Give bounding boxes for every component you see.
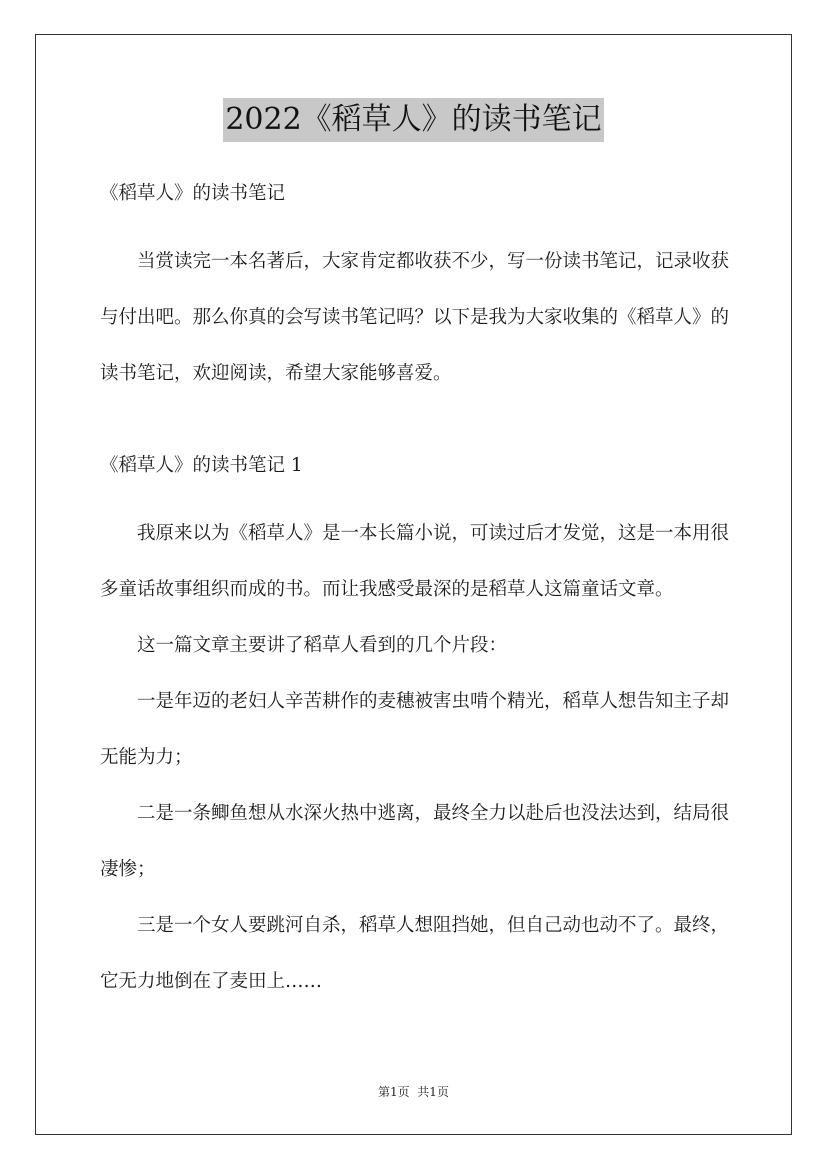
page-number: 第1页 共1页 [378, 1085, 449, 1099]
title-container [0, 98, 827, 142]
section1-paragraph: 这一篇文章主要讲了稻草人看到的几个片段： [137, 635, 508, 656]
document-body [100, 172, 740, 1010]
section1-paragraph: 我原来以为《稻草人》是一本长篇小说，可读过后才发觉，这是一本用很多童话故事组织而成的书。而让我感受最深的是稻草人这篇童话文章。 [100, 523, 730, 600]
section-gap [100, 402, 740, 444]
section1-paragraph: 一是年迈的老妇人辛苦耕作的麦穗被害虫啃个精光，稻草人想告知主子却无能为力； [100, 691, 730, 768]
intro-heading: 《稻草人》的读书笔记 [100, 183, 286, 204]
page-footer [0, 1083, 827, 1100]
document-title: 2022《稻草人》的读书笔记 [223, 98, 603, 142]
section1-paragraph: 三是一个女人要跳河自杀，稻草人想阻挡她，但自己动也动不了。最终，它无力地倒在了麦田上…… [100, 915, 730, 992]
intro-paragraph: 当赏读完一本名著后，大家肯定都收获不少，写一份读书笔记，记录收获与付出吧。那么你真的会写读书笔记吗？以下是我为大家收集的《稻草人》的读书笔记，欢迎阅读，希望大家能够喜爱。 [100, 251, 730, 384]
section1-paragraph: 二是一条鲫鱼想从水深火热中逃离，最终全力以赴后也没法达到，结局很凄惨； [100, 803, 730, 880]
section1-heading: 《稻草人》的读书笔记 1 [100, 455, 303, 476]
